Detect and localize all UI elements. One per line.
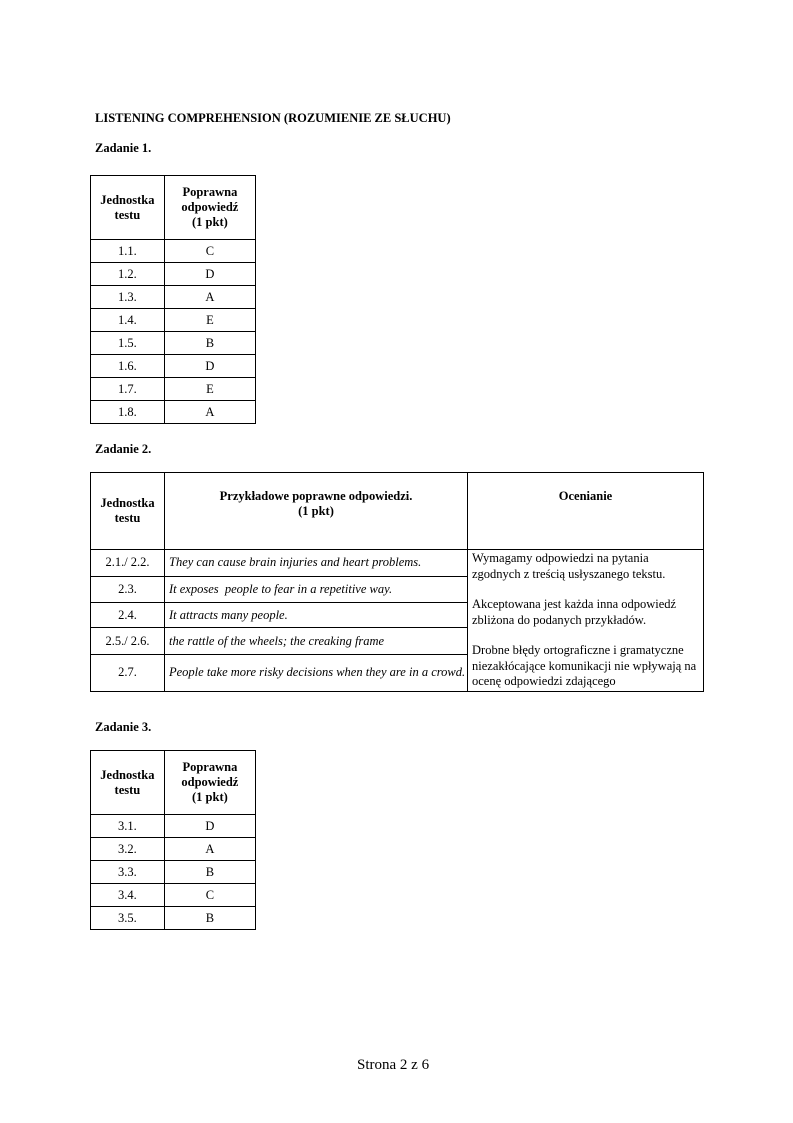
table-header-row [91,176,256,240]
task3-title: Zadanie 3. [95,720,152,734]
header-answers: Przykładowe poprawne odpowiedzi. (1 pkt) [165,473,468,550]
table-row: 1.2. D [91,263,256,286]
table-row: 1.8. A [91,401,256,424]
table-row: 3.2. A [91,838,256,861]
task3-table [90,750,256,930]
header-unit: Jednostka testu [91,751,165,815]
section-title: LISTENING COMPREHENSION (ROZUMIENIE ZE SŁUCHU) [95,111,451,125]
table-row: 2.4. It attracts many people. [91,602,704,628]
table-row: 3.3. B [91,861,256,884]
table-row: 3.1. D [91,815,256,838]
table-row: 3.4. C [91,884,256,907]
page-number: Strona 2 z 6 [357,1057,430,1073]
table-row: 1.5. B [91,332,256,355]
table-row: 1.3. A [91,286,256,309]
header-grading: Ocenianie [468,473,704,550]
table-header-row [91,473,704,550]
table-row: 1.1. C [91,240,256,263]
table-row: 2.5./ 2.6. the rattle of the wheels; the creaking frame [91,628,704,655]
header-unit: Jednostka testu [91,473,165,550]
table-row: 1.4. E [91,309,256,332]
header-answer: Poprawna odpowiedź (1 pkt) [164,176,255,240]
task1-title: Zadanie 1. [95,141,152,155]
table-row: 3.5. B [91,907,256,930]
table-row: 2.3. It exposes people to fear in a repetitive way. [91,576,704,602]
table-row: 1.6. D [91,355,256,378]
table-row: 2.7. People take more risky decisions when they are in a crowd. [91,655,704,691]
task2-table [90,472,704,692]
header-answer: Poprawna odpowiedź (1 pkt) [164,751,255,815]
grading-cell: Wymagamy odpowiedzi na pytania zgodnych z treścią usłyszanego tekstu. Akceptowana jest każda inna odpowiedź zbliżona do podanych przykładów. Drobne błędy ortograficzne i gramatyczne niezakłócające komunikacji nie wpływają na ocenę odpowiedzi zdającego [468,550,704,692]
table-row: 2.1./ 2.2. They can cause brain injuries and heart problems. Wymagamy odpowiedzi na pytania zgodnych z treścią usłyszanego tekstu. Akceptowana jest każda inna odpowiedź zbliżona do podanych przykładów. Drobne błędy ortograficzne i gramatyczne niezakłócające komunikacji nie wpływają na ocenę odpowiedzi zdającego [91,550,704,577]
table-header-row [91,751,256,815]
task2-title: Zadanie 2. [95,442,152,456]
table-row: 1.7. E [91,378,256,401]
header-unit: Jednostka testu [91,176,165,240]
task1-table [90,175,256,424]
